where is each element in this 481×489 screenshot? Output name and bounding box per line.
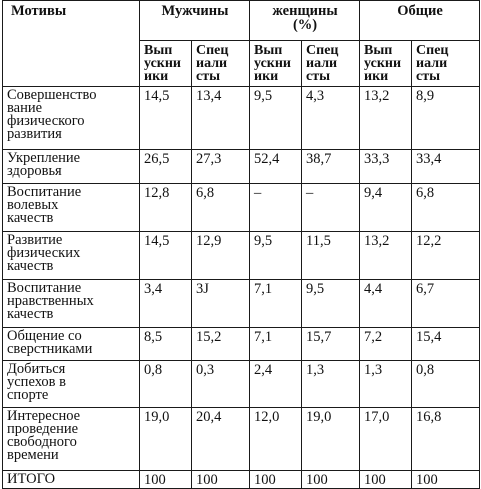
value-cell: 8,5 (140, 328, 192, 361)
subheader-graduates-women: Вып ускни ики (250, 41, 302, 87)
subheader-specialists-women: Спец иали сты (302, 41, 360, 87)
motive-cell: Общение со сверстниками (3, 328, 140, 361)
header-women: женщины (%) (250, 1, 360, 41)
value-cell: 6,7 (412, 280, 480, 328)
value-cell: 1,3 (360, 361, 412, 408)
value-cell: 13,4 (192, 87, 250, 150)
motive-cell: Совершенство вание физического развития (3, 87, 140, 150)
value-cell: 12,2 (412, 232, 480, 280)
table-row (3, 408, 480, 471)
value-cell: 100 (302, 471, 360, 489)
value-cell: 4,4 (360, 280, 412, 328)
subheader-graduates-general: Вып ускни ики (360, 41, 412, 87)
value-cell: 13,2 (360, 87, 412, 150)
motive-cell: Воспитание волевых качеств (3, 184, 140, 232)
value-cell: – (302, 184, 360, 232)
value-cell: 2,4 (250, 361, 302, 408)
value-cell: 100 (192, 471, 250, 489)
motive-cell: Воспитание нравственных качеств (3, 280, 140, 328)
table-row (3, 361, 480, 408)
header-row (3, 1, 480, 41)
motives-table (2, 0, 480, 489)
value-cell: 33,4 (412, 150, 480, 184)
value-cell: 14,5 (140, 232, 192, 280)
header-motives: Мотивы (3, 1, 140, 87)
subheader-specialists-general: Спец иали сты (412, 41, 480, 87)
value-cell: 4,3 (302, 87, 360, 150)
value-cell: 3J (192, 280, 250, 328)
value-cell: 15,7 (302, 328, 360, 361)
value-cell: 9,5 (250, 232, 302, 280)
value-cell: 0,3 (192, 361, 250, 408)
value-cell: 8,9 (412, 87, 480, 150)
value-cell: 16,8 (412, 408, 480, 471)
value-cell: 12,8 (140, 184, 192, 232)
value-cell: 15,4 (412, 328, 480, 361)
value-cell: 38,7 (302, 150, 360, 184)
value-cell: 6,8 (412, 184, 480, 232)
value-cell: 7,2 (360, 328, 412, 361)
value-cell: 100 (360, 471, 412, 489)
table-row (3, 87, 480, 150)
table-row (3, 280, 480, 328)
value-cell: 17,0 (360, 408, 412, 471)
value-cell: 12,0 (250, 408, 302, 471)
value-cell: 100 (250, 471, 302, 489)
value-cell: 0,8 (412, 361, 480, 408)
value-cell: 33,3 (360, 150, 412, 184)
value-cell: 26,5 (140, 150, 192, 184)
value-cell: 52,4 (250, 150, 302, 184)
value-cell: 12,9 (192, 232, 250, 280)
value-cell: 100 (412, 471, 480, 489)
value-cell: 19,0 (302, 408, 360, 471)
table-row (3, 150, 480, 184)
value-cell: 1,3 (302, 361, 360, 408)
value-cell: 20,4 (192, 408, 250, 471)
value-cell: 7,1 (250, 328, 302, 361)
value-cell: 14,5 (140, 87, 192, 150)
subheader-graduates-men: Вып ускни ики (140, 41, 192, 87)
table-row (3, 328, 480, 361)
value-cell: 27,3 (192, 150, 250, 184)
value-cell: 9,5 (302, 280, 360, 328)
value-cell: 0,8 (140, 361, 192, 408)
motive-cell: ИТОГО (3, 471, 140, 489)
motive-cell: Укрепление здоровья (3, 150, 140, 184)
table-row (3, 232, 480, 280)
header-general: Общие (360, 1, 480, 41)
value-cell: 9,4 (360, 184, 412, 232)
value-cell: 13,2 (360, 232, 412, 280)
motive-cell: Добиться успехов в спорте (3, 361, 140, 408)
table-row (3, 184, 480, 232)
value-cell: 15,2 (192, 328, 250, 361)
value-cell: 100 (140, 471, 192, 489)
subheader-specialists-men: Спец иали сты (192, 41, 250, 87)
value-cell: 11,5 (302, 232, 360, 280)
motive-cell: Развитие физических качеств (3, 232, 140, 280)
motive-cell: Интересное проведение свободного времени (3, 408, 140, 471)
value-cell: 7,1 (250, 280, 302, 328)
header-men: Мужчины (140, 1, 250, 41)
value-cell: 9,5 (250, 87, 302, 150)
value-cell: 19,0 (140, 408, 192, 471)
value-cell: 3,4 (140, 280, 192, 328)
value-cell: – (250, 184, 302, 232)
value-cell: 6,8 (192, 184, 250, 232)
